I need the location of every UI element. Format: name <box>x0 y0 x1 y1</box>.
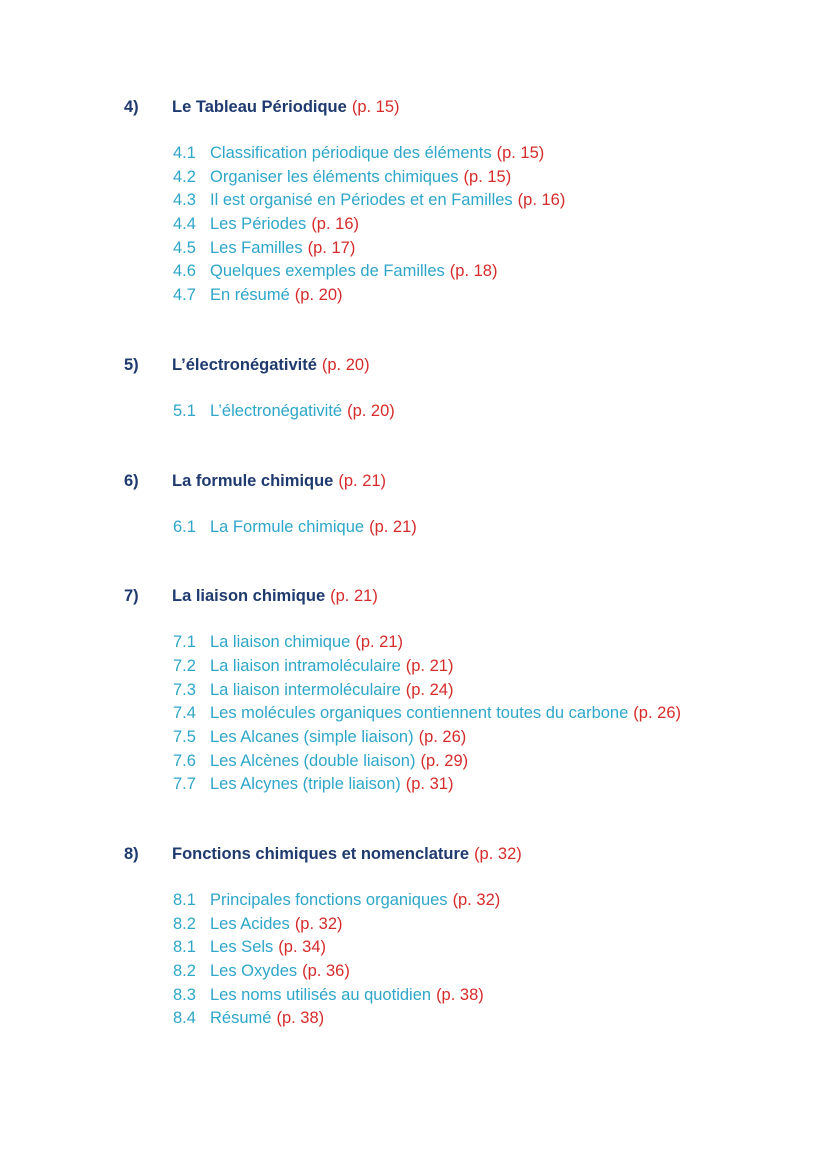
section-title: Il est organisé en Périodes et en Familles <box>210 191 513 210</box>
section-number: 6.1 <box>173 517 196 536</box>
section-page-ref: (p. 31) <box>405 775 454 794</box>
toc-section-item[interactable] <box>0 752 828 776</box>
section-page-ref: (p. 16) <box>517 191 566 210</box>
section-title: Les Alcènes (double liaison) <box>210 751 416 770</box>
section-page-ref: (p. 32) <box>452 891 501 909</box>
section-number: 8.3 <box>173 985 196 1004</box>
section-number: 8.2 <box>173 962 196 981</box>
toc-section-item[interactable] <box>0 518 828 542</box>
section-number: 7.7 <box>173 775 196 794</box>
section-number: 8.1 <box>173 891 196 909</box>
chapter-heading[interactable] <box>0 356 828 384</box>
section-title: Les noms utilisés au quotidien <box>210 985 432 1004</box>
toc-chapter <box>0 845 828 1033</box>
section-title: En résumé <box>210 286 290 305</box>
section-number: 8.2 <box>173 914 196 933</box>
chapter-number: 4) <box>124 98 139 116</box>
toc-section-item[interactable] <box>0 915 828 939</box>
section-title: Principales fonctions organiques <box>210 891 448 909</box>
section-page-ref: (p. 21) <box>405 656 454 675</box>
section-title: Organiser les éléments chimiques <box>210 167 459 186</box>
section-page-ref: (p. 16) <box>311 215 359 234</box>
section-number: 4.2 <box>173 167 196 186</box>
section-page-ref: (p. 20) <box>294 286 343 305</box>
section-page-ref: (p. 32) <box>294 914 343 933</box>
section-list <box>0 402 828 426</box>
chapter-title: Le Tableau Périodique <box>172 98 347 116</box>
toc-section-item[interactable] <box>0 986 828 1010</box>
section-page-ref: (p. 18) <box>449 262 498 281</box>
section-page-ref: (p. 21) <box>369 517 417 536</box>
toc-section-item[interactable] <box>0 962 828 986</box>
chapter-heading[interactable] <box>0 472 828 500</box>
section-number: 7.3 <box>173 680 196 699</box>
section-number: 7.4 <box>173 704 196 723</box>
chapter-heading[interactable] <box>0 98 828 126</box>
chapter-number: 5) <box>124 355 139 374</box>
toc-section-item[interactable] <box>0 728 828 752</box>
section-title: La Formule chimique <box>210 517 365 536</box>
toc-section-item[interactable] <box>0 1009 828 1033</box>
section-page-ref: (p. 26) <box>633 704 681 723</box>
section-page-ref: (p. 26) <box>418 727 467 746</box>
section-title: Les Sels <box>210 938 274 957</box>
chapter-page-ref: (p. 32) <box>474 845 522 863</box>
section-number: 4.6 <box>173 262 196 281</box>
toc-section-item[interactable] <box>0 681 828 705</box>
chapter-title: Fonctions chimiques et nomenclature <box>172 845 470 863</box>
section-number: 4.7 <box>173 286 196 305</box>
toc-section-item[interactable] <box>0 215 828 239</box>
section-title: Quelques exemples de Familles <box>210 262 445 281</box>
chapter-page-ref: (p. 15) <box>351 98 400 116</box>
toc-section-item[interactable] <box>0 775 828 799</box>
toc-section-item[interactable] <box>0 286 828 310</box>
section-page-ref: (p. 24) <box>405 680 454 699</box>
section-title: La liaison intramoléculaire <box>210 656 401 675</box>
section-title: Les Acides <box>210 914 290 933</box>
toc-section-item[interactable] <box>0 168 828 192</box>
chapter-page-ref: (p. 21) <box>338 471 387 490</box>
chapter-page-ref: (p. 20) <box>321 355 370 374</box>
section-number: 4.3 <box>173 191 196 210</box>
section-number: 5.1 <box>173 401 196 420</box>
section-page-ref: (p. 38) <box>276 1009 325 1028</box>
section-number: 7.5 <box>173 727 196 746</box>
toc-section-item[interactable] <box>0 402 828 426</box>
section-title: L’électronégativité <box>210 401 343 420</box>
toc-section-item[interactable] <box>0 191 828 215</box>
section-title: Les Périodes <box>210 215 307 234</box>
section-number: 4.5 <box>173 238 196 257</box>
toc-chapter <box>0 356 828 426</box>
toc-chapter <box>0 98 828 310</box>
section-number: 7.2 <box>173 656 196 675</box>
chapter-title: La formule chimique <box>172 471 334 490</box>
chapter-title: L’électronégativité <box>172 355 317 374</box>
section-title: Classification périodique des éléments <box>210 144 492 162</box>
chapter-title: La liaison chimique <box>172 587 326 606</box>
toc-section-item[interactable] <box>0 938 828 962</box>
toc-chapter <box>0 587 828 799</box>
section-list <box>0 144 828 310</box>
toc-section-item[interactable] <box>0 891 828 915</box>
section-number: 8.1 <box>173 938 196 957</box>
section-list <box>0 891 828 1033</box>
toc-section-item[interactable] <box>0 633 828 657</box>
section-title: La liaison intermoléculaire <box>210 680 401 699</box>
section-title: Les Alcynes (triple liaison) <box>210 775 401 794</box>
section-title: Les Alcanes (simple liaison) <box>210 727 414 746</box>
section-page-ref: (p. 38) <box>436 985 484 1004</box>
section-title: Résumé <box>210 1009 272 1028</box>
section-page-ref: (p. 20) <box>347 401 395 420</box>
chapter-number: 6) <box>124 471 139 490</box>
toc-section-item[interactable] <box>0 239 828 263</box>
section-title: Les Oxydes <box>210 962 298 981</box>
chapter-page-ref: (p. 21) <box>330 587 378 606</box>
toc-chapter <box>0 472 828 542</box>
section-title: Les molécules organiques contiennent toutes du carbone <box>210 704 629 723</box>
chapter-number: 7) <box>124 587 139 606</box>
section-number: 7.1 <box>173 633 196 652</box>
toc-section-item[interactable] <box>0 144 828 168</box>
section-page-ref: (p. 17) <box>307 238 356 257</box>
chapter-number: 8) <box>124 845 139 863</box>
section-page-ref: (p. 34) <box>278 938 326 957</box>
section-page-ref: (p. 21) <box>355 633 404 652</box>
section-page-ref: (p. 15) <box>463 167 512 186</box>
section-title: La liaison chimique <box>210 633 351 652</box>
section-page-ref: (p. 36) <box>302 962 350 981</box>
section-page-ref: (p. 29) <box>420 751 469 770</box>
section-list <box>0 633 828 799</box>
section-number: 4.1 <box>173 144 196 162</box>
section-number: 4.4 <box>173 215 196 234</box>
chapter-heading[interactable] <box>0 587 828 615</box>
section-number: 8.4 <box>173 1009 196 1028</box>
toc-section-item[interactable] <box>0 657 828 681</box>
chapter-heading[interactable] <box>0 845 828 873</box>
section-title: Les Familles <box>210 238 303 257</box>
section-list <box>0 518 828 542</box>
section-page-ref: (p. 15) <box>496 144 545 162</box>
section-number: 7.6 <box>173 751 196 770</box>
toc-section-item[interactable] <box>0 704 828 728</box>
toc-section-item[interactable] <box>0 262 828 286</box>
